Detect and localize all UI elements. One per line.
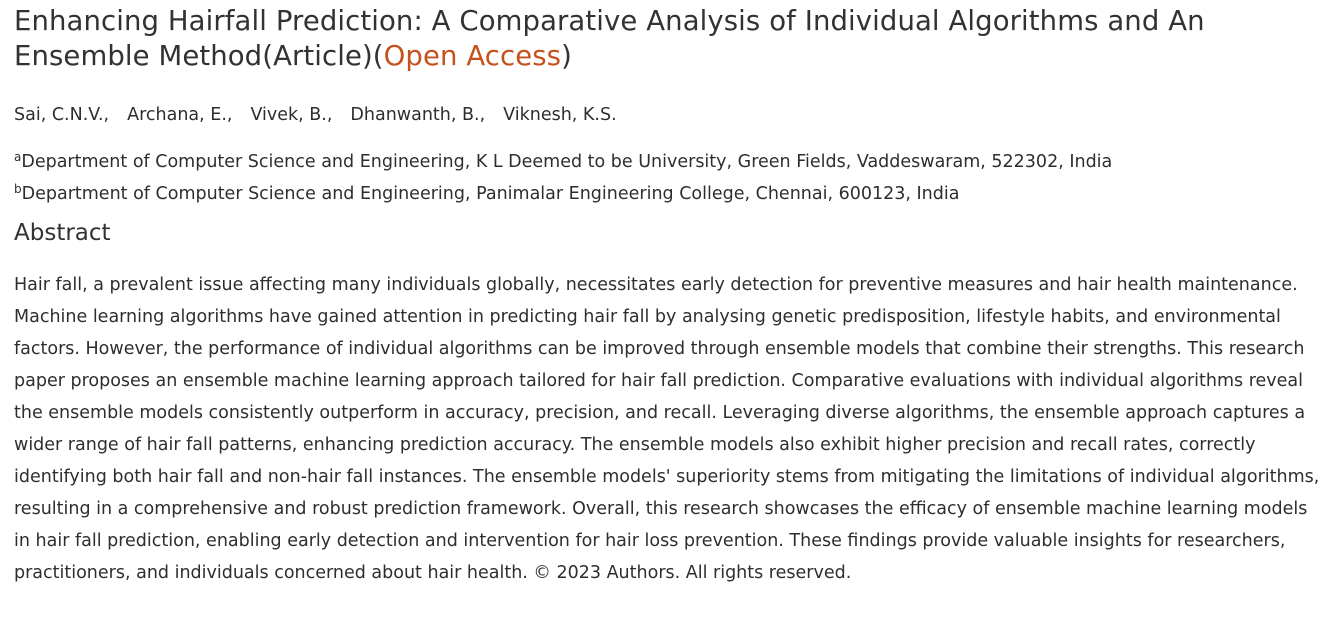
affiliation-item (14, 146, 1322, 178)
abstract-text: Hair fall, a prevalent issue affecting many individuals globally, necessitates early detection for preventive measures and hair health maintenance. Machine learning algorithms have gained attention in predicting hair fall by analysing genetic predisposition, lifestyle habits, and environmental factors. However, the performance of individual algorithms can be improved through ensemble models that combine their strengths. This research paper proposes an ensemble machine learning approach tailored for hair fall prediction. Comparative evaluations with individual algorithms reveal the ensemble models consistently outperform in accuracy, precision, and recall. Leveraging diverse algorithms, the ensemble approach captures a wider range of hair fall patterns, enhancing prediction accuracy. The ensemble models also exhibit higher precision and recall rates, correctly identifying both hair fall and non-hair fall instances. The ensemble models' superiority stems from mitigating the limitations of individual algorithms, resulting in a comprehensive and robust prediction framework. Overall, this research showcases the efficacy of ensemble machine learning models in hair fall prediction, enabling early detection and intervention for hair loss prevention. These findings provide valuable insights for researchers, practitioners, and individuals concerned about hair health. © 2023 Authors. All rights reserved. (14, 275, 1320, 583)
author-link[interactable]: Vivek, B., (250, 105, 333, 125)
affiliation-marker: a (14, 150, 22, 164)
author-link[interactable]: Dhanwanth, B., (350, 105, 486, 125)
affiliation-list (14, 146, 1322, 210)
author-link[interactable]: Archana, E., (127, 105, 233, 125)
article-title-text: Enhancing Hairfall Prediction: A Comparative Analysis of Individual Algorithms and An Ensemble Method(Article)( (14, 5, 1205, 72)
open-access-link[interactable]: Open Access (383, 40, 562, 72)
affiliation-text: Department of Computer Science and Engineering, Panimalar Engineering College, Chennai, 600123, India (21, 184, 960, 204)
affiliation-item (14, 178, 1322, 210)
abstract-heading: Abstract (14, 220, 111, 246)
article-title (14, 4, 1322, 74)
author-link[interactable]: Sai, C.N.V., (14, 105, 110, 125)
article-title-suffix: ) (561, 40, 572, 72)
author-list (14, 104, 1322, 126)
affiliation-marker: b (14, 182, 22, 196)
affiliation-text: Department of Computer Science and Engineering, K L Deemed to be University, Green Fields, Vaddeswaram, 522302, India (21, 152, 1113, 172)
author-link[interactable]: Viknesh, K.S. (503, 105, 617, 125)
